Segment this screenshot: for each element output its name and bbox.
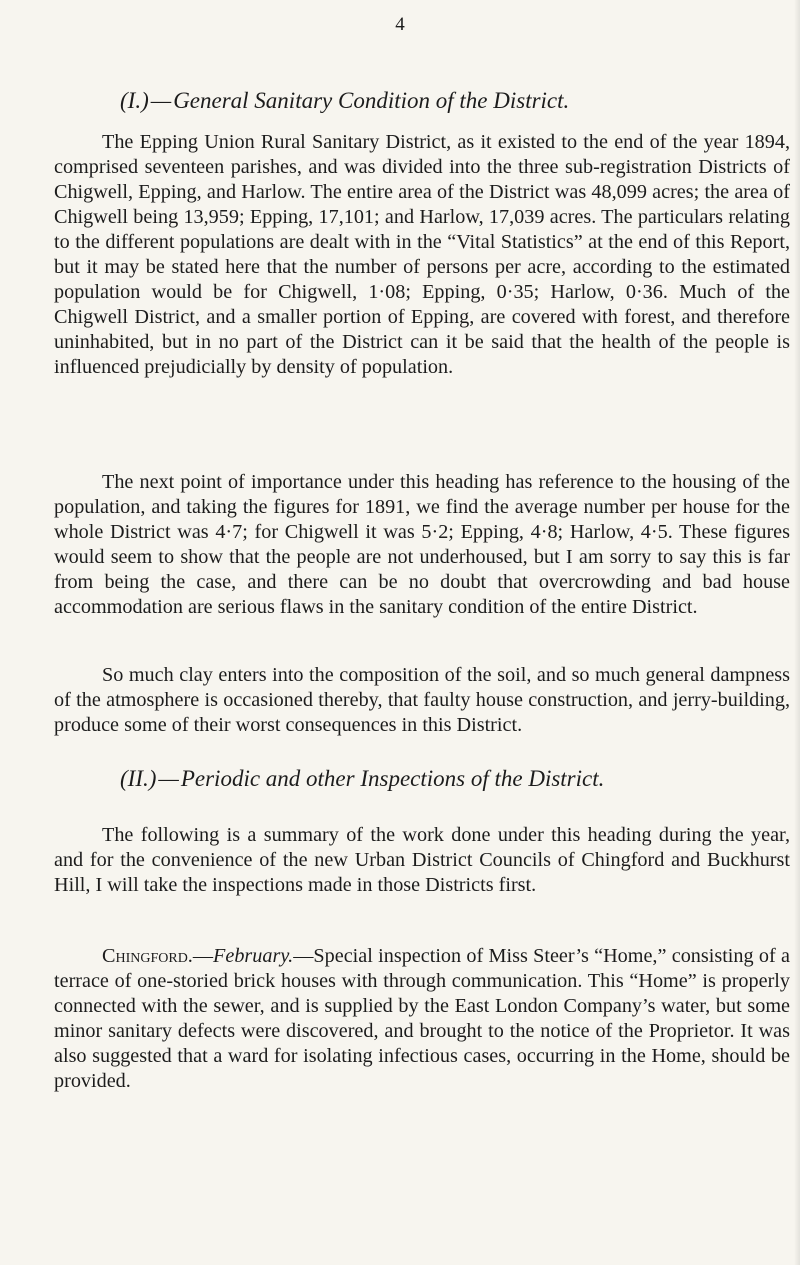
section-title: Periodic and other Inspections of the District. bbox=[180, 766, 605, 791]
section-heading-2: (II.)—Periodic and other Inspections of the District. bbox=[120, 766, 605, 791]
paragraph: So much clay enters into the composition of the soil, and so much general dampness of the atmosphere is occasioned thereby, that faulty house construction, and jerry-building, produce some of their worst consequences in this District. bbox=[54, 664, 790, 736]
page-edge-shadow bbox=[794, 0, 800, 1265]
entry-place: Chingford. bbox=[102, 945, 193, 967]
paragraph: The following is a summary of the work done under this heading during the year, and for the convenience of the new Urban District Councils of Chingford and Buckhurst Hill, I will take the inspections made in those Districts first. bbox=[54, 824, 790, 896]
section-heading-1: (I.)—General Sanitary Condition of the District. bbox=[120, 88, 570, 113]
paragraph: The next point of importance under this heading has reference to the housing of the population, and taking the figures for 1891, we find the average number per house for the whole District was 4·7; for Chigwell it was 5·2; Epping, 4·8; Harlow, 4·5. These figures would seem to show that the people are not underhoused, but I am sorry to say this is far from being the case, and there can be no doubt that overcrowding and bad house accommodation are serious flaws in the sanitary condition of the entire District. bbox=[54, 471, 790, 618]
entry-month: February. bbox=[213, 945, 294, 967]
section-numeral: (I.) bbox=[120, 88, 149, 113]
page-number: 4 bbox=[395, 14, 405, 35]
section-title: General Sanitary Condition of the District. bbox=[173, 88, 570, 113]
inspection-entry: Chingford.—February.—Special inspection of Miss Steer’s “Home,” consisting of a terrace of one-storied brick houses with through communication. This “Home” is properly connected with the sewer, and is supplied by the East London Company’s water, but some minor sanitary defects were discovered, and brought to the notice of the Proprietor. It was also suggested that a ward for isolating infectious cases, occurring in the Home, should be provided. bbox=[54, 945, 790, 1092]
section-numeral: (II.) bbox=[120, 766, 157, 791]
entry-text: Special inspection of Miss Steer’s “Home,” consisting of a terrace of one-storied brick houses with through communication. This “Home” is properly connected with the sewer, and is supplied by the East London Company’s water, but some minor sanitary defects were discovered, and brought to the notice of the Proprietor. It was also suggested that a ward for isolating infectious cases, occurring in the Home, should be provided. bbox=[54, 945, 790, 1092]
paragraph: The Epping Union Rural Sanitary District, as it existed to the end of the year 1894, comprised seventeen parishes, and was divided into the three sub-registration Districts of Chigwell, Epping, and Harlow. The entire area of the District was 48,099 acres; the area of Chigwell being 13,959; Epping, 17,101; and Harlow, 17,039 acres. The particulars relating to the different populations are dealt with in the “Vital Statistics” at the end of this Report, but it may be stated here that the number of persons per acre, according to the estimated population would be for Chigwell, 1·08; Epping, 0·35; Harlow, 0·36. Much of the Chigwell District, and a smaller portion of Epping, are covered with forest, and therefore uninhabited, but in no part of the District can it be said that the health of the people is influenced prejudicially by density of population. bbox=[54, 131, 790, 378]
